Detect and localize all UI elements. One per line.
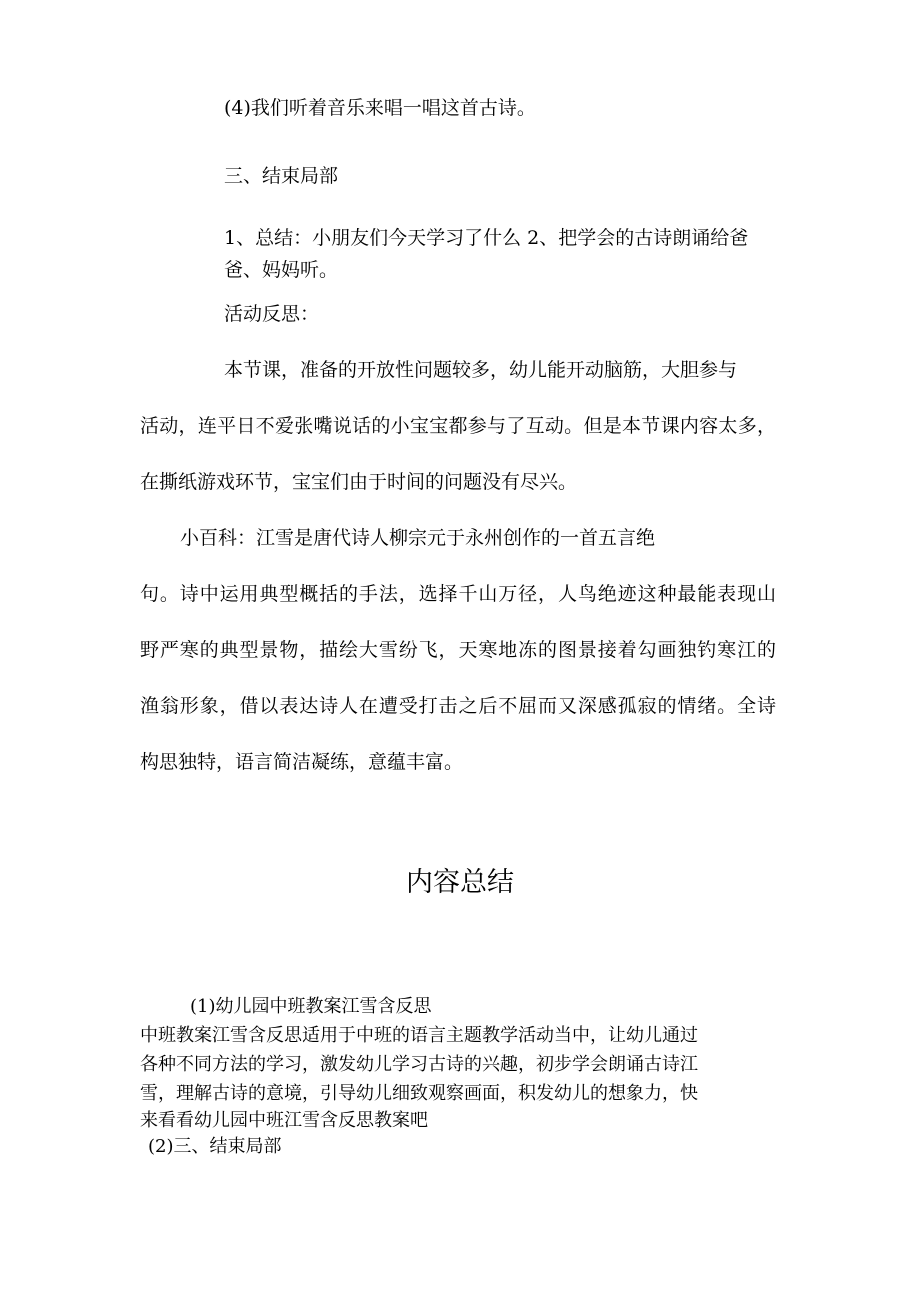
reflection-line-2: 活动，连平日不爱张嘴说话的小宝宝都参与了互动。但是本节课内容太多， [140,415,776,437]
summary-item-1-line-3: 雪，理解古诗的意境，引导幼儿细致观察画面，积发幼儿的想象力，快 [140,1083,698,1104]
reflection-line-1: 本节课，准备的开放性问题较多，幼儿能开动脑筋，大胆参与 [224,359,738,381]
content-summary-title: 内容总结 [406,867,514,898]
summary-line-1: 1、总结：小朋友们今天学习了什么 2、把学会的古诗朗诵给爸 [224,227,749,249]
step-4-text: (4)我们听着音乐来唱一唱这首古诗。 [224,97,536,119]
reflection-line-3: 在撕纸游戏环节，宝宝们由于时间的问题没有尽兴。 [140,471,578,493]
encyclopedia-line-5: 构思独特，语言简洁凝练，意蕴丰富。 [140,751,464,773]
encyclopedia-line-2: 句。诗中运用典型概括的手法，选择千山万径，人鸟绝迹这种最能表现山 [140,583,776,605]
encyclopedia-line-1: 小百科：江雪是唐代诗人柳宗元于永州创作的一首五言绝 [180,527,656,549]
summary-line-2: 爸、妈妈听。 [224,259,339,281]
summary-item-1-line-2: 各种不同方法的学习，激发幼儿学习古诗的兴趣，初步学会朗诵古诗江 [140,1054,698,1075]
encyclopedia-line-4: 渔翁形象，借以表达诗人在遭受打击之后不屈而又深感孤寂的情绪。全诗 [140,695,776,717]
summary-item-2-title: (2)三、结束局部 [148,1136,282,1157]
reflection-label: 活动反思： [224,303,320,325]
encyclopedia-line-3: 野严寒的典型景物，描绘大雪纷飞，天寒地冻的图景接着勾画独钓寒江的 [140,639,776,661]
end-section-heading: 三、结束局部 [224,165,339,187]
summary-item-1-line-1: 中班教案江雪含反思适用于中班的语言主题教学活动当中，让幼儿通过 [140,1025,698,1046]
summary-item-1-line-4: 来看看幼儿园中班江雪含反思教案吧 [140,1110,428,1131]
summary-item-1-title: (1)幼儿园中班教案江雪含反思 [190,996,432,1017]
